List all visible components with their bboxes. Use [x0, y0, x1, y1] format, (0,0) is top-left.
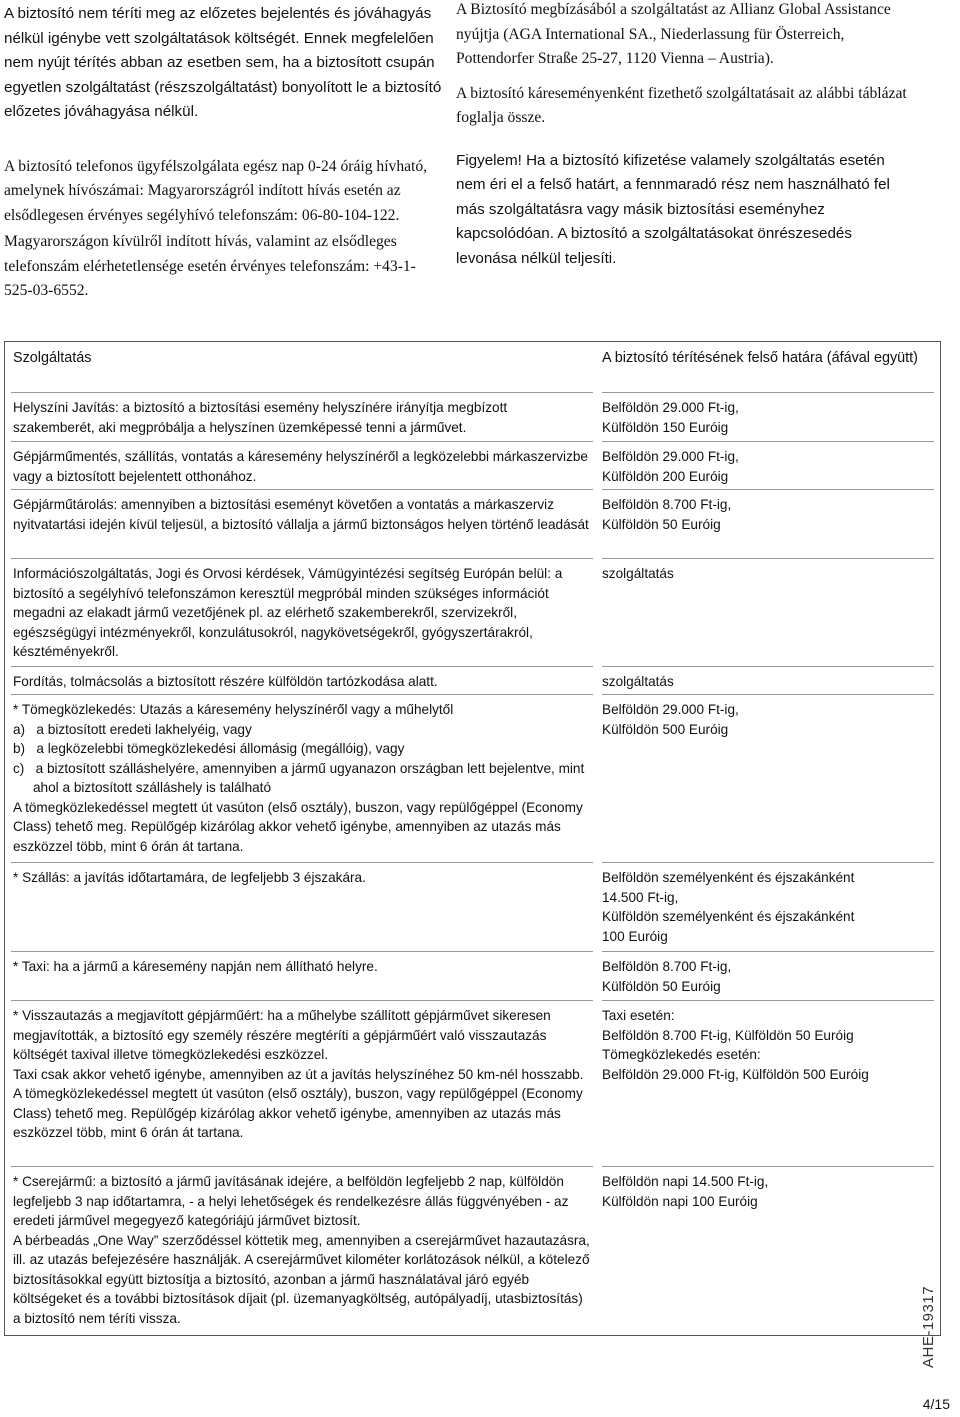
limit-line: Belföldön napi 14.500 Ft-ig, — [602, 1174, 769, 1189]
limit-line: Belföldön 8.700 Ft-ig, — [602, 497, 732, 512]
service-text: amennyiben a biztosítási eseményt követően a vontatás a márkaszerviz nyitvatartási idején kívül teljesül, a biztosító vállalja a jármű biztonságos helyen történő leadását — [13, 497, 589, 532]
row-divider — [602, 694, 934, 695]
limit-line: Külföldön napi 100 Euróig — [602, 1193, 758, 1209]
phone-paragraph: A biztosító telefonos ügyfélszolgálata egész nap 0-24 óráig hívható, amelynek hívószámai: Magyarországról indított hívás esetén az elsődlegesen érvényes segélyhívó telefonszám: 06-80-104-122. — [4, 157, 428, 224]
limit-cell — [602, 1172, 934, 1211]
attention-paragraph — [456, 149, 908, 272]
service-term: Gépjárműmentés, szállítás, vontatás — [13, 449, 233, 464]
service-term: * Taxi: — [13, 959, 50, 974]
attention-label: Figyelem! — [456, 151, 522, 169]
limit-line: Külföldön 50 Euróig — [602, 978, 721, 994]
row-divider — [11, 392, 593, 393]
limit-cell — [602, 495, 934, 534]
row-divider — [602, 489, 934, 490]
service-text: a káresemény helyszínéről a legközelebbi márkaszervizbe vagy a biztosított bejelentett otthonához. — [13, 449, 588, 484]
service-term: Fordítás, tolmácsolás — [13, 674, 143, 689]
page-number: 4/15 — [922, 1396, 950, 1412]
phone-paragraph-abroad: Magyarországon kívülről indított hívás, valamint az elsődleges telefonszám elérhetetlensége esetén érvényes telefonszám: +43-1-525-03-6552. — [4, 233, 416, 299]
limit-line: Belföldön 8.700 Ft-ig, — [602, 959, 732, 974]
service-cell — [13, 868, 591, 888]
service-text: a biztosító a biztosítási esemény helyszínére irányítja megbízott szakemberét, aki megpróbálja a helyszínen üzemképessé tenni a járművet. — [13, 400, 508, 435]
service-cell — [13, 398, 591, 437]
row-divider — [602, 1166, 934, 1167]
service-term: Helyszíni Javítás: — [13, 400, 119, 415]
service-term: * Tömegközlekedés: — [13, 702, 136, 717]
intro-paragraph-1 — [4, 2, 444, 125]
return-note: Taxi csak akkor vehető igénybe, amennyiben az út a javítás helyszínéhez 50 km-nél hosszabb. — [13, 1066, 584, 1082]
service-text: a biztosított részére külföldön tartózkodása alatt. — [142, 674, 438, 689]
service-text: Utazás a káresemény helyszínéről vagy a műhelytől — [135, 702, 454, 717]
transport-item: b) a legközelebbi tömegközlekedési állomásig (megállóig), vagy — [13, 741, 405, 756]
row-divider — [602, 1000, 934, 1001]
service-cell — [13, 495, 591, 534]
header-limit: A biztosító térítésének felső határa (áfával együtt) — [602, 350, 918, 366]
limit-cell — [602, 447, 934, 486]
row-divider — [11, 666, 593, 667]
service-text: a javítás időtartamára, de legfeljebb 3 éjszakára. — [69, 870, 366, 885]
service-term: * Visszautazás a megjavított gépjárműért: — [13, 1008, 264, 1023]
row-divider — [11, 694, 593, 695]
row-divider — [11, 441, 593, 442]
summary-paragraph: A biztosító káreseményenként fizethető szolgáltatásait az alábbi táblázat foglalja össze. — [456, 84, 907, 126]
limit-label: Taxi esetén: — [602, 1008, 675, 1023]
limit-line: 100 Euróig — [602, 928, 668, 944]
service-text: a biztosító a jármű javításának idejére, a belföldön legfeljebb 2 nap, külföldön legfeljebb 3 nap időtartamra, - a helyi lehetőségek és rendelkezésre állás függvényében - az eredeti járművel megegyező kategóriájú járművet biztosít. — [13, 1174, 569, 1228]
limit-line: szolgáltatás — [602, 674, 674, 689]
limit-cell — [602, 700, 934, 739]
limit-line: Belföldön 29.000 Ft-ig, — [602, 449, 739, 464]
row-divider — [11, 1000, 593, 1001]
limit-cell — [602, 1006, 934, 1084]
service-cell — [13, 447, 591, 486]
limit-line: Külföldön 200 Euróig — [602, 468, 729, 484]
limit-line: Belföldön 8.700 Ft-ig, Külföldön 50 Euróig — [602, 1027, 854, 1043]
intro-paragraph-1-text: A biztosító nem téríti meg az előzetes bejelentés és jóváhagyás nélkül igénybe vett szolgáltatások költségét. Ennek megfelelően nem nyújt térítés abban az esetben sem, ha a biztosított csupán egyetlen szolgáltatást (részszolgáltatást) bonyolított le a biztosító előzetes jóváhagyása nélkül. — [4, 5, 442, 120]
row-divider — [11, 951, 593, 952]
return-note: A tömegközlekedéssel megtett út vasúton (első osztály), buszon, vagy repülőgéppel (Economy Class) tehető meg. Repülőgép kizárólag akkor vehető igénybe, amennyiben az utazás más eszközzel több, mint 6 órán át tartana. — [13, 1086, 583, 1140]
limit-line: Külföldön 500 Euróig — [602, 721, 729, 737]
service-cell — [13, 564, 591, 662]
limit-line: 14.500 Ft-ig, — [602, 889, 679, 905]
limit-line: Belföldön 29.000 Ft-ig, — [602, 400, 739, 415]
service-text: a biztosító a segélyhívó telefonszámon keresztül megpróbál minden szükséges információt megadni az elakadt jármű vezetőjének pl. az elérhető szakemberekről, szervizekről, egészségügyi intézményekről, konzulátusokról, nagykövetségekről, gyógyszertárakról, késztéményekről. — [13, 566, 563, 659]
left-column — [4, 0, 444, 314]
header-service: Szolgáltatás — [13, 350, 92, 366]
limit-cell — [602, 957, 934, 996]
limit-line: Belföldön 29.000 Ft-ig, Külföldön 500 Euróig — [602, 1066, 869, 1082]
service-term: * Cserejármű: — [13, 1174, 97, 1189]
service-cell — [13, 1006, 591, 1143]
limit-line: Belföldön személyenként és éjszakánként — [602, 870, 855, 885]
service-cell — [13, 672, 591, 692]
replacement-note: A bérbeadás „One Way” szerződéssel köttetik meg, amennyiben a cserejárművet hazautazásra, ill. az utazás befejezésére használják. A cserejárművet kilométer korlátozások nélkül, a kötelező biztosításokkal együtt biztosítja a biztosító, azonban a jármű használatával járó egyéb költségeket és a további biztosítások díjait (pl. üzemanyagköltség, autópályadíj, utasbiztosítás) a biztosító nem téríti vissza. — [13, 1232, 590, 1326]
row-divider — [11, 862, 593, 863]
limit-label: Tömegközlekedés esetén: — [602, 1047, 761, 1062]
right-column — [456, 0, 908, 281]
row-divider — [602, 441, 934, 442]
service-cell — [13, 700, 591, 856]
row-divider — [11, 558, 593, 559]
service-text: ha a műhelybe szállított gépjárművet sikeresen megjavították, a biztosító egy személy részére megtéríti a gépjárműért való visszautazás költségét taxival illetve tömegközlekedési eszközzel. — [13, 1008, 551, 1062]
limit-cell — [602, 398, 934, 437]
row-divider — [602, 666, 934, 667]
service-term: Gépjárműtárolás: — [13, 497, 118, 512]
limit-line: Külföldön 50 Euróig — [602, 516, 721, 532]
limit-line: szolgáltatás — [602, 566, 674, 581]
service-cell — [13, 1172, 591, 1328]
row-divider — [602, 951, 934, 952]
services-table — [4, 341, 941, 1336]
limit-cell — [602, 672, 934, 692]
attention-text: Ha a biztosító kifizetése valamely szolgáltatás esetén nem éri el a felső határt, a fennmaradó rész nem használható fel más szolgáltatásra vagy másik biztosítási eseményhez kapcsolódóan. A biztosító a szolgáltatásokat önrészesedés levonása nélkül teljesíti. — [456, 151, 890, 267]
document-code: AHE-19317 — [920, 1285, 937, 1368]
limit-line: Belföldön 29.000 Ft-ig, — [602, 702, 739, 717]
limit-cell — [602, 868, 934, 946]
row-divider — [11, 489, 593, 490]
provider-paragraph: A Biztosító megbízásából a szolgáltatást az Allianz Global Assistance nyújtja (AGA International SA., Niederlassung für Österreich, Pottendorfer Straße 25-27, 1120 Vienna – Austria). — [456, 1, 891, 67]
service-term: * Szállás: — [13, 870, 70, 885]
limit-line: Külföldön személyenként és éjszakánként — [602, 909, 855, 924]
service-cell — [13, 957, 591, 977]
row-divider — [602, 392, 934, 393]
transport-item: a) a biztosított eredeti lakhelyéig, vagy — [13, 721, 252, 737]
row-divider — [602, 862, 934, 863]
transport-item: c) a biztosított szálláshelyére, amennyiben a jármű ugyanazon országban lett bejelentve, mint ahol a biztosított szálláshely is található — [13, 760, 585, 795]
row-divider — [602, 558, 934, 559]
transport-note: A tömegközlekedéssel megtett út vasúton (első osztály), buszon, vagy repülőgéppel (Economy Class) tehető meg. Repülőgép kizárólag akkor vehető igénybe, amennyiben az utazás más eszközzel több, mint 6 órán át tartana. — [13, 799, 583, 854]
limit-cell — [602, 564, 934, 584]
limit-line: Külföldön 150 Euróig — [602, 419, 729, 435]
row-divider — [11, 1166, 593, 1167]
service-text: ha a jármű a káresemény napján nem állítható helyre. — [49, 959, 378, 974]
service-term: Információszolgáltatás, Jogi és Orvosi kérdések, Vámügyintézési segítség Európán belül: — [13, 566, 551, 581]
